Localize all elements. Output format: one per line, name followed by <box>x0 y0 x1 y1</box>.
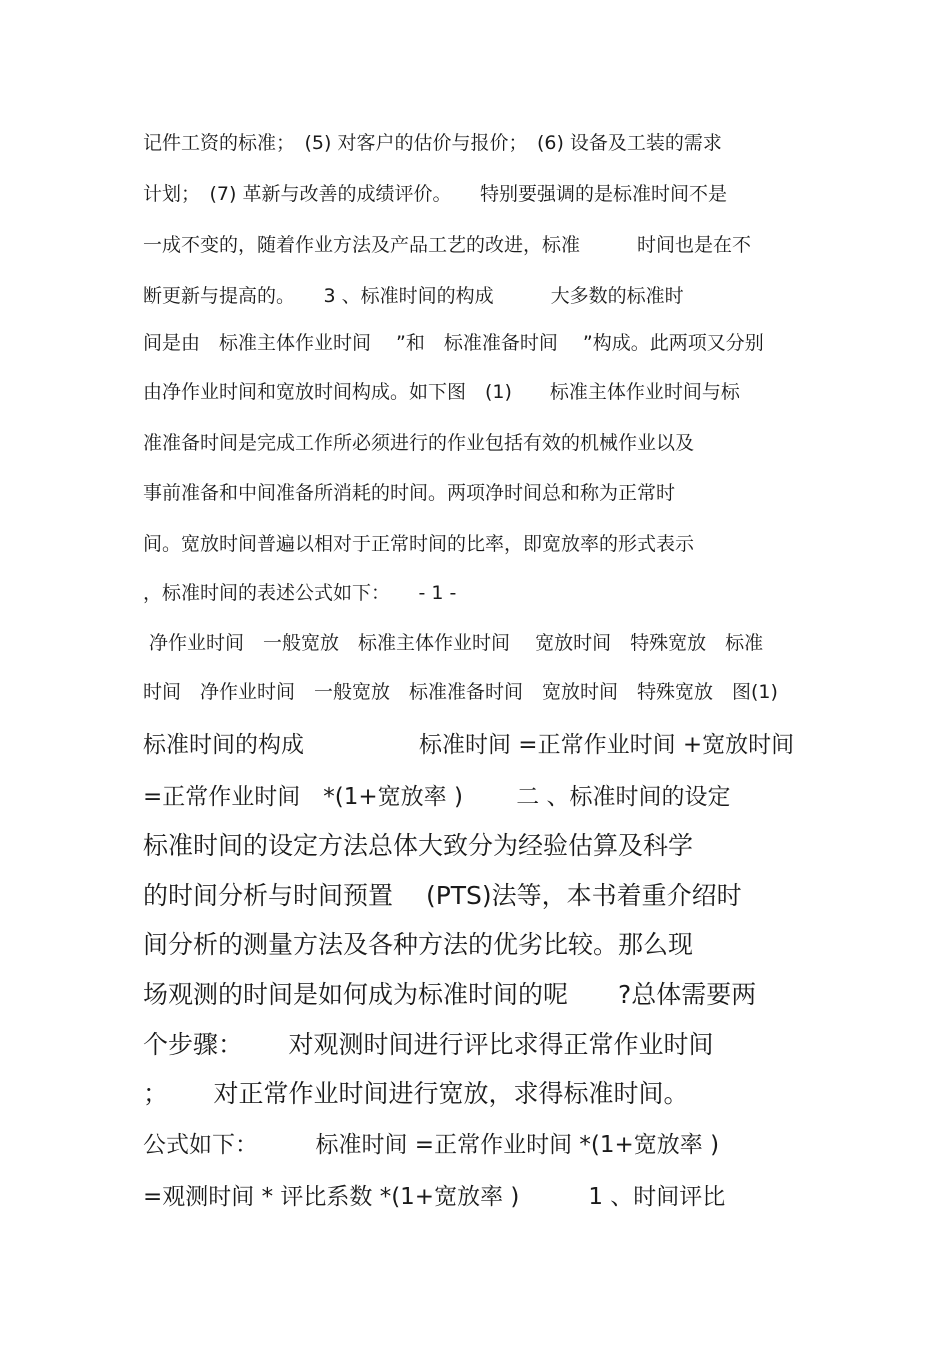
text-line: 断更新与提高的。 3 、标准时间的构成 大多数的标准时 <box>143 285 684 307</box>
text-line: 间。宽放时间普遍以相对于正常时间的比率，即宽放率的形式表示 <box>143 533 695 555</box>
text-line: 事前准备和中间准备所消耗的时间。两项净时间总和称为正常时 <box>143 482 676 504</box>
text-line: 个步骤： 对观测时间进行评比求得正常作业时间 <box>143 1030 714 1059</box>
text-line: 准准备时间是完成工作所必须进行的作业包括有效的机械作业以及 <box>143 432 695 454</box>
text-line: 标准时间的设定方法总体大致分为经验估算及科学 <box>143 831 694 860</box>
text-line: 标准时间的构成 标准时间 =正常作业时间 +宽放时间 <box>143 732 795 758</box>
text-line: 时间 净作业时间 一般宽放 标准准备时间 宽放时间 特殊宽放 图(1) <box>143 681 778 703</box>
text-line: 间分析的测量方法及各种方法的优劣比较。那么现 <box>143 930 694 959</box>
text-line: =正常作业时间 *(1+宽放率 ) 二 、标准时间的设定 <box>143 784 731 810</box>
text-line: 记件工资的标准； (5) 对客户的估价与报价； (6) 设备及工装的需求 <box>143 132 722 154</box>
text-line: 公式如下： 标准时间 =正常作业时间 *(1+宽放率 ) <box>143 1132 720 1158</box>
text-line: ； 对正常作业时间进行宽放，求得标准时间。 <box>143 1079 689 1108</box>
text-line: 的时间分析与时间预置 (PTS)法等，本书着重介绍时 <box>143 881 742 910</box>
text-line: 场观测的时间是如何成为标准时间的呢 ?总体需要两 <box>143 980 757 1009</box>
text-line: 间是由 标准主体作业时间 ”和 标准准备时间 ”构成。此两项又分别 <box>143 332 764 354</box>
text-line: 计划； (7) 革新与改善的成绩评价。 特别要强调的是标准时间不是 <box>143 183 727 205</box>
text-line: =观测时间 * 评比系数 *(1+宽放率 ) 1 、时间评比 <box>143 1184 726 1210</box>
text-line: 净作业时间 一般宽放 标准主体作业时间 宽放时间 特殊宽放 标准 <box>143 632 764 654</box>
text-line: 由净作业时间和宽放时间构成。如下图 (1) 标准主体作业时间与标 <box>143 381 740 403</box>
text-line: 一成不变的，随着作业方法及产品工艺的改进，标准 时间也是在不 <box>143 234 752 256</box>
text-line: ，标准时间的表述公式如下： - 1 - <box>143 582 457 604</box>
